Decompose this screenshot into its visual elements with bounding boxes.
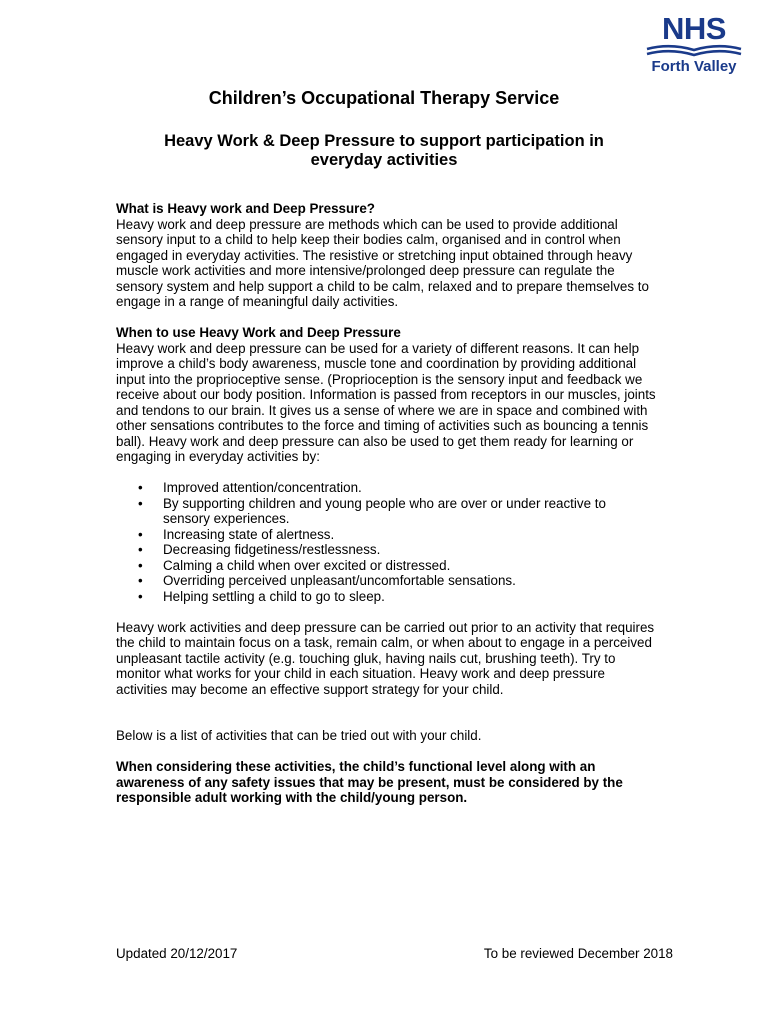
list-item: • Decreasing fidgetiness/restlessness. bbox=[116, 542, 656, 558]
list-item: • Increasing state of alertness. bbox=[116, 527, 656, 543]
section-body-when-to-use: Heavy work and deep pressure can be used for a variety of different reasons. It can help improve a child’s body awareness, muscle tone and coordination by providing additional input into the proprioceptive sense. (Proprioception is the sensory input and feedback we receive about our body position. Information is passed from receptors in our muscles, joints and tendons to our brain. It gives us a sense of where we are in space and combined with other sensations contributes to the force and timing of activities such as bouncing a tennis ball). Heavy work and deep pressure can also be used to get them ready for learning or engaging in everyday activities by: bbox=[116, 340, 656, 464]
list-item: • By supporting children and young people who are over or under reactive to sensory experiences. bbox=[116, 496, 656, 527]
logo-region-text: Forth Valley bbox=[651, 58, 737, 75]
section-heading-when-to-use: When to use Heavy Work and Deep Pressure bbox=[116, 325, 401, 340]
list-item: • Improved attention/concentration. bbox=[116, 480, 656, 496]
logo-nhs-text: NHS bbox=[662, 11, 726, 46]
list-item: • Overriding perceived unpleasant/uncomfortable sensations. bbox=[116, 573, 656, 589]
safety-note: When considering these activities, the child’s functional level along with an awareness of any safety issues that may be present, must be considered by the responsible adult working with the child/young person. bbox=[116, 759, 623, 805]
document-body bbox=[116, 201, 656, 806]
paragraph-timing: Heavy work activities and deep pressure can be carried out prior to an activity that requires the child to maintain focus on a task, remain calm, or when about to engage in a perceived unpleasant tactile activity (e.g. touching gluk, having nails cut, brushing teeth). Try to monitor what works for your child in each situation. Heavy work and deep pressure activities may become an effective support strategy for your child. bbox=[116, 619, 655, 697]
list-item: • Calming a child when over excited or distressed. bbox=[116, 558, 656, 574]
page-title: Children’s Occupational Therapy Service bbox=[208, 88, 560, 108]
section-heading-what-is: What is Heavy work and Deep Pressure? bbox=[116, 201, 375, 216]
section-body-what-is: Heavy work and deep pressure are methods which can be used to provide additional sensory input to a child to help keep their bodies calm, organised and in control when engaged in everyday activities. The resistive or stretching input obtained through heavy muscle work activities and more intensive/prolonged deep pressure can regulate the sensory system and help support a child to be calm, relaxed and to prepare themselves to engage in a range of meaningful daily activities. bbox=[116, 216, 649, 309]
footer-updated-date: Updated 20/12/2017 bbox=[116, 946, 238, 961]
page-subtitle: Heavy Work & Deep Pressure to support participation in everyday activities bbox=[164, 132, 604, 169]
paragraph-activities-intro: Below is a list of activities that can be tried out with your child. bbox=[116, 728, 482, 743]
logo-wave-icon bbox=[643, 44, 745, 58]
benefits-list bbox=[116, 480, 656, 604]
nhs-forth-valley-logo bbox=[643, 11, 745, 80]
footer-review-date: To be reviewed December 2018 bbox=[483, 946, 673, 961]
list-item: • Helping settling a child to go to sleep. bbox=[116, 589, 656, 605]
